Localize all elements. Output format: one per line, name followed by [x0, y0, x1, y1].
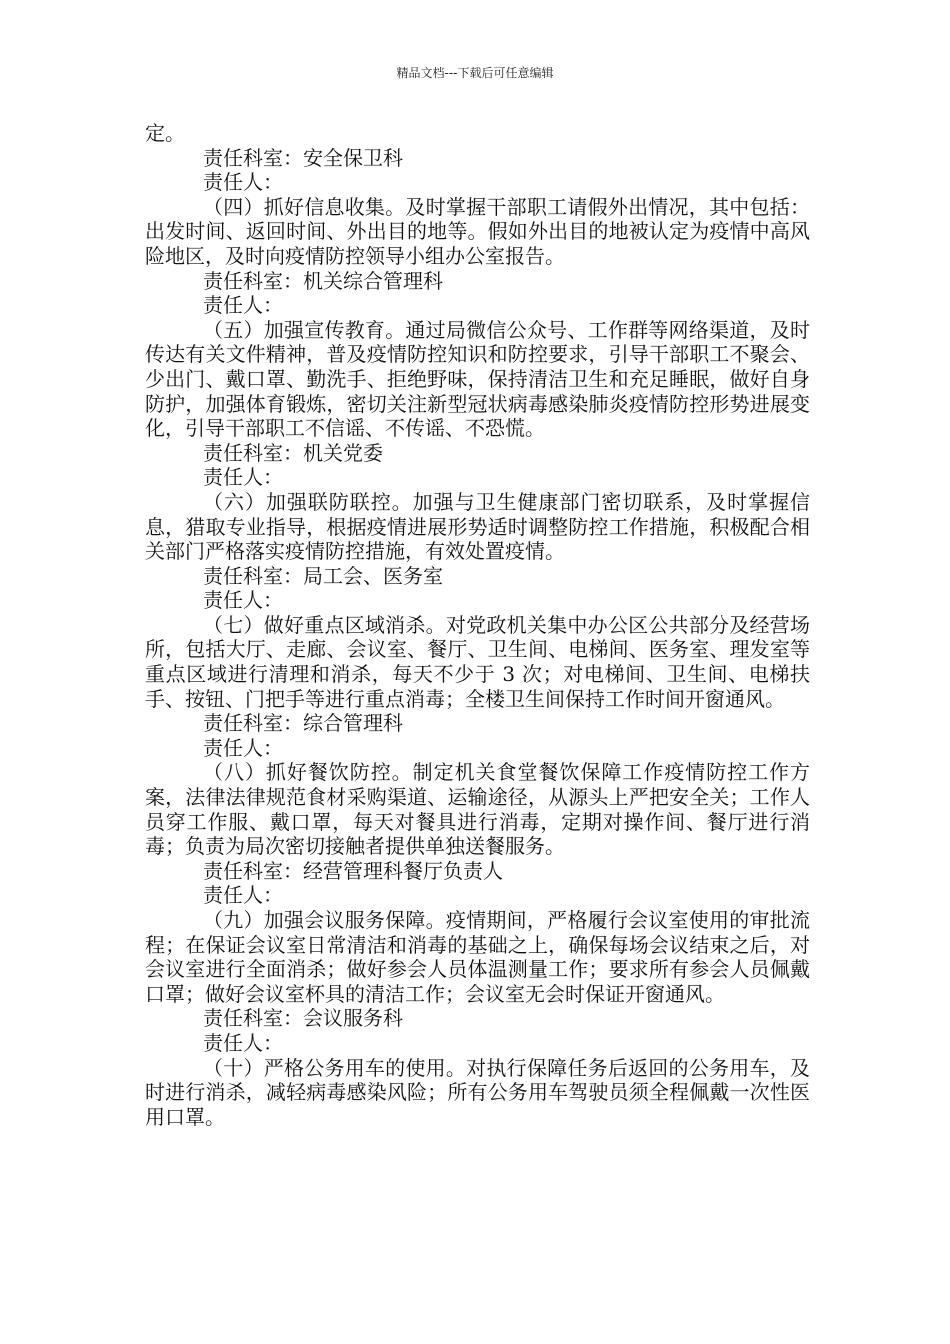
paragraph-item-5: （五）加强宣传教育。通过局微信公众号、工作群等网络渠道，及时传达有关文件精神，普及疫情防控知识和防控要求，引导干部职工不聚会、少出门、戴口罩、勤洗手、拒绝野味，保持清洁卫生和充足睡眠，做好自身防护，加强体育锻炼，密切关注新型冠状病毒感染肺炎疫情防控形势进展变化，引导干部职工不信谣、不传谣、不恐慌。 — [145, 317, 810, 441]
responsible-person: 责任人： — [203, 883, 283, 908]
responsible-person: 责任人： — [203, 465, 283, 490]
page-header: 精品文档---下载后可任意编辑 — [396, 66, 554, 80]
paragraph: 定。 — [145, 121, 185, 145]
paragraph-item-8: （八）抓好餐饮防控。制定机关食堂餐饮保障工作疫情防控工作方案，法律法律规范食材采购渠道、运输途径，从源头上严把安全关；工作人员穿工作服、戴口罩，每天对餐具进行消毒，定期对操作间、餐厅进行消毒；负责为局次密切接触者提供单独送餐服务。 — [145, 760, 810, 859]
responsible-office: 责任科室：安全保卫科 — [203, 145, 403, 170]
paragraph-item-9: （九）加强会议服务保障。疫情期间，严格履行会议室使用的审批流程；在保证会议室日常清洁和消毒的基础之上，确保每场会议结束之后，对会议室进行全面消杀；做好参会人员体温测量工作；要求所有参会人员佩戴口罩；做好会议室杯具的清洁工作；会议室无会时保证开窗通风。 — [145, 908, 810, 1006]
responsible-office: 责任科室：局工会、医务室 — [203, 563, 443, 588]
responsible-person: 责任人： — [203, 588, 283, 613]
document-body — [145, 121, 810, 1129]
responsible-person: 责任人： — [203, 1030, 283, 1055]
responsible-person: 责任人： — [203, 293, 283, 318]
paragraph-item-10: （十）严格公务用车的使用。对执行保障任务后返回的公务用车，及时进行消杀，减轻病毒感染风险；所有公务用车驾驶员须全程佩戴一次性医用口罩。 — [145, 1055, 810, 1129]
responsible-office: 责任科室：会议服务科 — [203, 1006, 403, 1031]
responsible-person: 责任人： — [203, 735, 283, 760]
responsible-office: 责任科室：综合管理科 — [203, 711, 403, 736]
responsible-office: 责任科室：经营管理科餐厅负责人 — [203, 858, 503, 883]
paragraph-item-4: （四）抓好信息收集。及时掌握干部职工请假外出情况，其中包括：出发时间、返回时间、外出目的地等。假如外出目的地被认定为疫情中高风险地区，及时向疫情防控领导小组办公室报告。 — [145, 194, 810, 268]
paragraph-item-7: （七）做好重点区域消杀。对党政机关集中办公区公共部分及经营场所，包括大厅、走廊、会议室、餐厅、卫生间、电梯间、医务室、理发室等重点区域进行清理和消杀，每天不少于 3 次；对电梯间、卫生间、电梯扶手、按钮、门把手等进行重点消毒；全楼卫生间保持工作时间开窗通风。 — [145, 612, 810, 711]
responsible-office: 责任科室：机关党委 — [203, 440, 383, 465]
responsible-person: 责任人： — [203, 170, 283, 195]
paragraph-item-6: （六）加强联防联控。加强与卫生健康部门密切联系，及时掌握信息，猎取专业指导，根据疫情进展形势适时调整防控工作措施，积极配合相关部门严格落实疫情防控措施，有效处置疫情。 — [145, 489, 810, 564]
responsible-office: 责任科室：机关综合管理科 — [203, 268, 443, 293]
